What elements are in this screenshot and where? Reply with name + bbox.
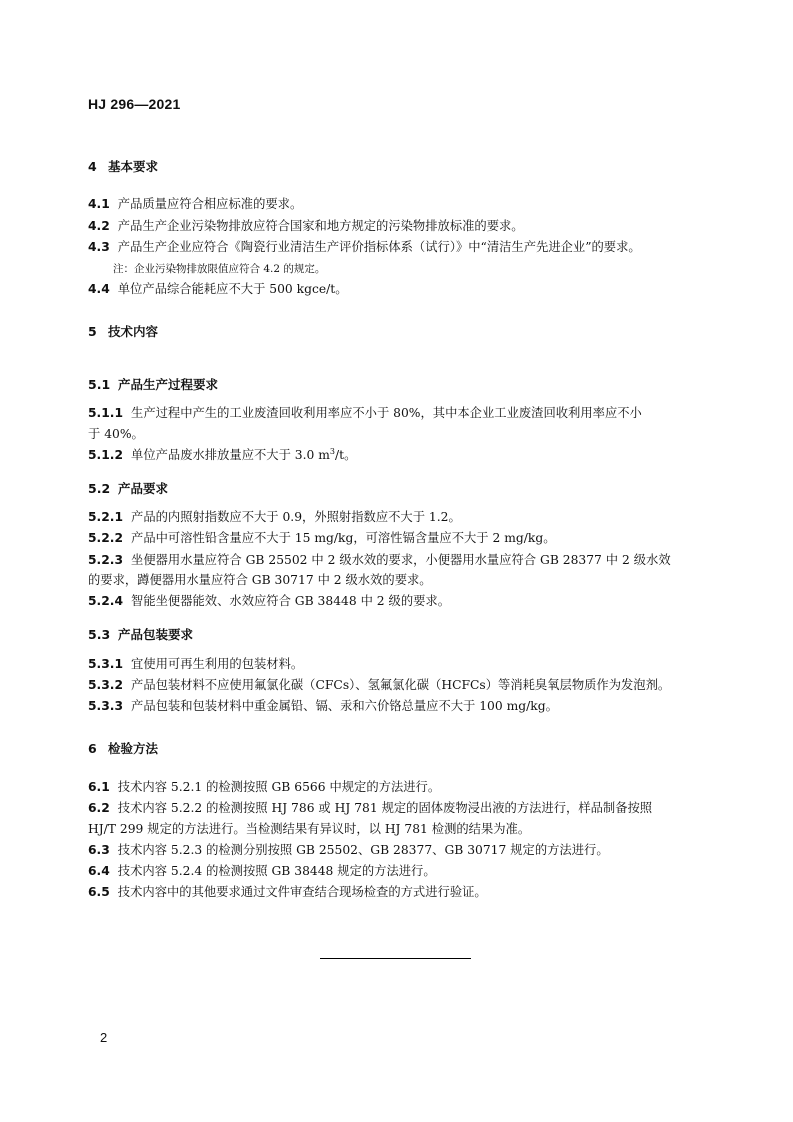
- clause-4-3: [88, 237, 710, 257]
- clause-number: 4.4: [88, 282, 110, 296]
- subsection-heading-5-1: [88, 375, 218, 393]
- subsection-number: 5.1: [88, 377, 111, 392]
- clause-text: 产品包装和包装材料中重金属铅、镉、汞和六价铬总量应不大于 100 mg/kg。: [131, 699, 558, 713]
- document-code-header: HJ 296—2021: [88, 96, 181, 112]
- section-number: 6: [88, 741, 97, 756]
- subsection-title: 产品包装要求: [118, 627, 194, 642]
- subsection-heading-5-3: [88, 625, 193, 643]
- superscript-3: 3: [329, 447, 336, 456]
- section-number: 4: [88, 159, 97, 174]
- clause-number: 5.2.1: [88, 510, 124, 524]
- page-number: 2: [100, 1030, 108, 1045]
- clause-text-line-2: HJ/T 299 规定的方法进行。当检测结果有异议时，以 HJ 781 检测的结果为准。: [88, 822, 531, 836]
- section-heading-4: [88, 157, 158, 175]
- clause-text-line-2: 于 40%。: [88, 427, 144, 441]
- clause-text: 单位产品综合能耗应不大于 500 kgce/t。: [117, 282, 348, 296]
- clause-5-2-3-continued: [88, 570, 710, 590]
- clause-6-1: [88, 777, 710, 797]
- clause-text-line-1: 生产过程中产生的工业废渣回收利用率应不小于 80%，其中本企业工业废渣回收利用率应不小: [131, 406, 642, 420]
- clause-text: 宜使用可再生利用的包装材料。: [131, 657, 304, 671]
- section-title: 技术内容: [108, 324, 159, 339]
- clause-text: 技术内容 5.2.1 的检测按照 GB 6566 中规定的方法进行。: [117, 780, 441, 794]
- clause-4-4: [88, 279, 710, 299]
- clause-6-3: [88, 840, 710, 860]
- clause-number: 4.2: [88, 219, 110, 233]
- clause-text: 产品包装材料不应使用氟氯化碳（CFCs）、氢氟氯化碳（HCFCs）等消耗臭氧层物质作为发泡剂。: [131, 678, 671, 692]
- clause-5-2-2: [88, 528, 710, 548]
- clause-number: 5.3.2: [88, 678, 124, 692]
- subsection-title: 产品生产过程要求: [118, 377, 219, 392]
- clause-5-2-4: [88, 591, 710, 611]
- clause-text-line-2: 的要求，蹲便器用水量应符合 GB 30717 中 2 级水效的要求。: [88, 573, 432, 587]
- end-of-text-rule: [320, 958, 471, 959]
- clause-text: 技术内容 5.2.3 的检测分别按照 GB 25502、GB 28377、GB 30717 规定的方法进行。: [117, 843, 609, 857]
- clause-text: 产品生产企业应符合《陶瓷行业清洁生产评价指标体系（试行）》中“清洁生产先进企业”的要求。: [117, 240, 641, 254]
- clause-number: 6.4: [88, 864, 110, 878]
- clause-number: 5.1.1: [88, 406, 124, 420]
- clause-5-1-2: [88, 445, 710, 465]
- note-label: 注：: [113, 263, 134, 275]
- clause-text: 产品质量应符合相应标准的要求。: [117, 197, 303, 211]
- clause-4-2: [88, 216, 710, 236]
- clause-number: 5.3.1: [88, 657, 124, 671]
- clause-number: 6.3: [88, 843, 110, 857]
- clause-number: 4.1: [88, 197, 110, 211]
- clause-text: 产品生产企业污染物排放应符合国家和地方规定的污染物排放标准的要求。: [117, 219, 524, 233]
- subsection-number: 5.2: [88, 481, 111, 496]
- section-title: 基本要求: [108, 159, 159, 174]
- note-4-3: [113, 261, 325, 276]
- clause-5-3-2: [88, 675, 710, 695]
- section-number: 5: [88, 324, 97, 339]
- clause-number: 5.2.4: [88, 594, 124, 608]
- section-title: 检验方法: [108, 741, 159, 756]
- clause-text: 单位产品废水排放量应不大于 3.0 m: [131, 448, 330, 462]
- clause-number: 6.2: [88, 801, 110, 815]
- clause-text-line-1: 坐便器用水量应符合 GB 25502 中 2 级水效的要求，小便器用水量应符合 GB 28377 中 2 级水效: [131, 553, 671, 567]
- clause-5-2-1: [88, 507, 710, 527]
- clause-number: 5.2.2: [88, 531, 124, 545]
- clause-5-1-1-continued: [88, 424, 710, 444]
- clause-number: 5.1.2: [88, 448, 124, 462]
- subsection-heading-5-2: [88, 479, 168, 497]
- clause-6-4: [88, 861, 710, 881]
- clause-text-unit: /t。: [335, 448, 357, 462]
- section-heading-5: [88, 322, 158, 340]
- clause-text: 技术内容中的其他要求通过文件审查结合现场检查的方式进行验证。: [117, 885, 487, 899]
- clause-text: 产品中可溶性铅含量应不大于 15 mg/kg，可溶性镉含量应不大于 2 mg/kg。: [131, 531, 556, 545]
- clause-text-line-1: 技术内容 5.2.2 的检测按照 HJ 786 或 HJ 781 规定的固体废物浸出液的方法进行，样品制备按照: [117, 801, 653, 815]
- subsection-number: 5.3: [88, 627, 111, 642]
- clause-text: 技术内容 5.2.4 的检测按照 GB 38448 规定的方法进行。: [117, 864, 436, 878]
- clause-text: 智能坐便器能效、水效应符合 GB 38448 中 2 级的要求。: [131, 594, 451, 608]
- subsection-title: 产品要求: [118, 481, 169, 496]
- clause-text: 产品的内照射指数应不大于 0.9，外照射指数应不大于 1.2。: [131, 510, 461, 524]
- clause-number: 6.1: [88, 780, 110, 794]
- clause-6-2-continued: [88, 819, 710, 839]
- clause-6-5: [88, 882, 710, 902]
- clause-number: 5.2.3: [88, 553, 124, 567]
- note-text: 企业污染物排放限值应符合 4.2 的规定。: [134, 263, 326, 275]
- clause-number: 5.3.3: [88, 699, 124, 713]
- clause-5-3-3: [88, 696, 710, 716]
- clause-6-2: [88, 798, 710, 818]
- clause-number: 4.3: [88, 240, 110, 254]
- clause-4-1: [88, 194, 710, 214]
- clause-5-1-1: [88, 403, 710, 423]
- section-heading-6: [88, 739, 158, 757]
- clause-5-3-1: [88, 654, 710, 674]
- clause-5-2-3: [88, 550, 710, 570]
- clause-number: 6.5: [88, 885, 110, 899]
